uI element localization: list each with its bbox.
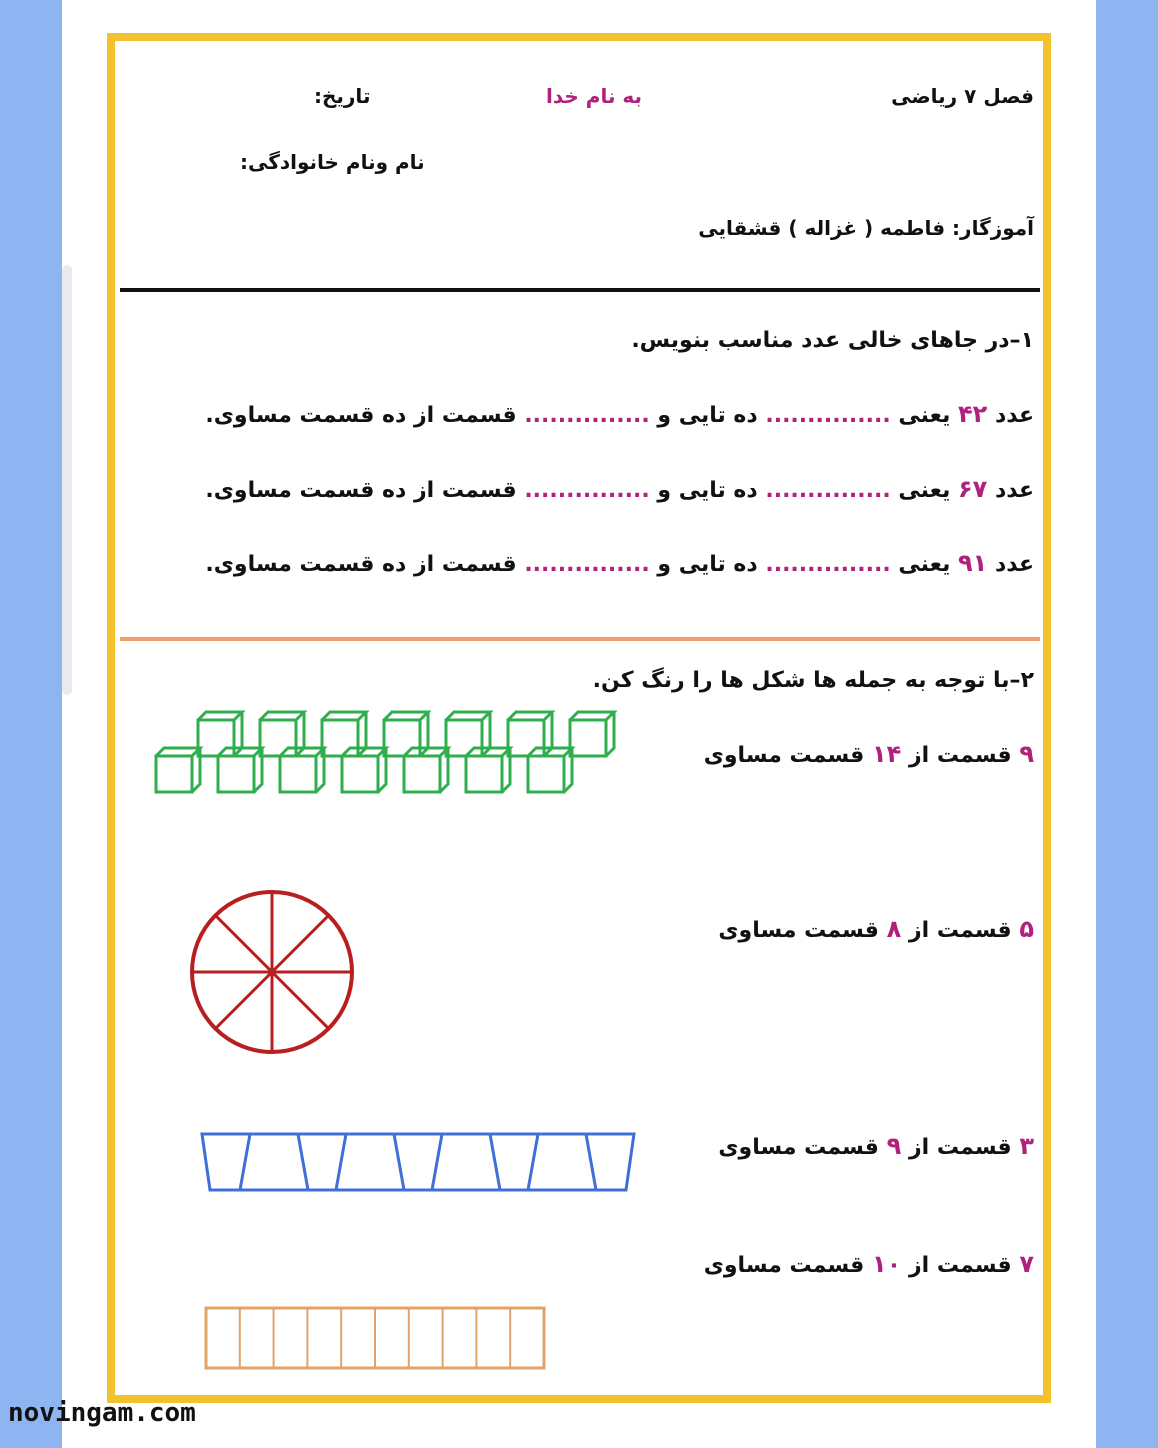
circle-shape[interactable] — [186, 886, 358, 1058]
question-1-line-2: عدد ۶۷ یعنی ............... ده تایی و ............... قسمت از ده قسمت مساوی. — [205, 475, 1034, 503]
cube[interactable] — [198, 712, 242, 756]
number-91: ۹۱ — [958, 549, 988, 577]
blank-parts: ............... — [524, 552, 650, 577]
trapezoid-divider[interactable] — [336, 1134, 346, 1190]
blank-tens: ............... — [765, 552, 891, 577]
teacher-name: آموزگار: فاطمه ( غزاله ) قشقایی — [698, 216, 1034, 240]
scrollbar-handle[interactable] — [62, 265, 72, 695]
trapezoid-divider[interactable] — [528, 1134, 538, 1190]
fraction-prompt-4: ۷ قسمت از ۱۰ قسمت مساوی — [703, 1250, 1034, 1278]
section-divider — [120, 637, 1040, 641]
site-watermark: novingam.com — [8, 1398, 196, 1428]
fraction-prompt-2: ۵ قسمت از ۸ قسمت مساوی — [718, 915, 1034, 943]
blank-tens: ............... — [765, 403, 891, 428]
date-label: تاریخ: — [314, 84, 371, 108]
trapezoid-divider[interactable] — [490, 1134, 500, 1190]
question-1-line-3: عدد ۹۱ یعنی ............... ده تایی و ............... قسمت از ده قسمت مساوی. — [205, 549, 1034, 577]
blank-tens: ............... — [765, 478, 891, 503]
trapezoid-strip-shape[interactable] — [198, 1130, 638, 1194]
blank-parts: ............... — [524, 403, 650, 428]
trapezoid-outline[interactable] — [202, 1134, 634, 1190]
cubes-shape[interactable] — [150, 708, 620, 798]
cube[interactable] — [322, 712, 366, 756]
name-label: نام ونام خانوادگی: — [240, 150, 425, 174]
cube[interactable] — [446, 712, 490, 756]
cube[interactable] — [508, 712, 552, 756]
number-67: ۶۷ — [958, 475, 988, 503]
trapezoid-divider[interactable] — [298, 1134, 308, 1190]
blank-parts: ............... — [524, 478, 650, 503]
basmala-heading: به نام خدا — [546, 84, 643, 108]
trapezoid-divider[interactable] — [586, 1134, 596, 1190]
cube[interactable] — [156, 748, 200, 792]
question-2-title: ۲–با توجه به جمله ها شکل ها را رنگ کن. — [592, 668, 1034, 693]
trapezoid-divider[interactable] — [394, 1134, 404, 1190]
number-42: ۴۲ — [958, 400, 988, 428]
question-1-line-1: عدد ۴۲ یعنی ............... ده تایی و ............... قسمت از ده قسمت مساوی. — [205, 400, 1034, 428]
rectangle-strip-shape[interactable] — [203, 1305, 549, 1371]
cube[interactable] — [260, 712, 304, 756]
cube[interactable] — [384, 712, 428, 756]
trapezoid-divider[interactable] — [240, 1134, 250, 1190]
trapezoid-divider[interactable] — [432, 1134, 442, 1190]
fraction-prompt-3: ۳ قسمت از ۹ قسمت مساوی — [718, 1132, 1034, 1160]
cube[interactable] — [570, 712, 614, 756]
fraction-prompt-1: ۹ قسمت از ۱۴ قسمت مساوی — [703, 740, 1034, 768]
question-1-title: ۱–در جاهای خالی عدد مناسب بنویس. — [631, 328, 1034, 353]
header-divider — [120, 288, 1040, 292]
chapter-title: فصل ۷ ریاضی — [891, 84, 1034, 108]
